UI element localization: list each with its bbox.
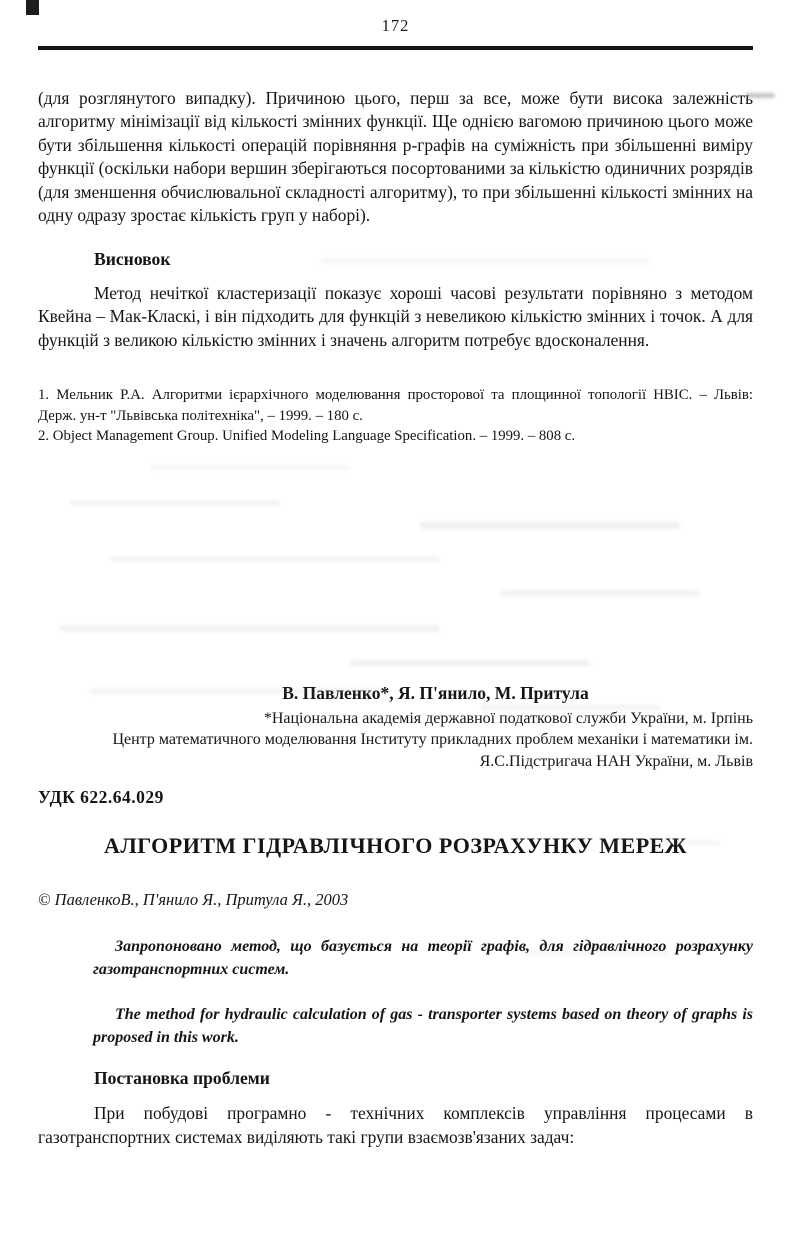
conclusion-paragraph: Метод нечіткої кластеризації показує хороші часові результати порівняно з методом Квейна – Мак-Класкі, і він підходить для функцій з невеликою кількістю змінних і точок. А для функцій з великою кількістю змінних і значень алгоритм потребує вдосконалення.	[38, 282, 753, 350]
abstract-ukrainian: Запропоновано метод, що базується на теорії графів, для гідравлічного розрахунку газотранспортних систем.	[93, 938, 753, 978]
udc-code: УДК 622.64.029	[38, 787, 164, 807]
copyright-line: © ПавленкоВ., П'янило Я., Притула Я., 2003	[38, 890, 349, 909]
problem-statement-heading: Постановка проблеми	[94, 1068, 270, 1088]
reference-item: 1. Мельник Р.А. Алгоритми ієрархічного моделювання просторової та площинної топології НВІС. – Львів: Держ. ун-т "Львівська політехніка", – 1999. – 180 с.	[38, 387, 753, 424]
scan-smudge	[350, 660, 590, 666]
header-rule	[38, 46, 753, 50]
scan-smudge	[60, 625, 440, 632]
problem-statement-paragraph: При побудові програмно - технічних комплексів управління процесами в газотранспортних системах виділяють такі групи взаємозв'язаних задач:	[38, 1103, 753, 1147]
scan-smudge	[150, 465, 350, 470]
affiliation-line-1: *Національна академія державної податкової служби України, м. Ірпінь	[263, 709, 753, 727]
scan-smudge	[110, 556, 440, 562]
references-list	[38, 385, 753, 447]
article-end-section	[38, 87, 753, 447]
article-title: АЛГОРИТМ ГІДРАВЛІЧНОГО РОЗРАХУНКУ МЕРЕЖ	[103, 833, 688, 858]
scan-corner-mark	[26, 0, 39, 15]
page-number: 172	[381, 16, 410, 35]
authors-line: В. Павленко*, Я. П'янило, М. Притула	[282, 682, 589, 703]
scan-smudge	[420, 522, 680, 529]
scan-smudge	[500, 590, 700, 596]
article-start-section	[38, 683, 753, 1150]
abstract-english: The method for hydraulic calculation of gas - transporter systems based on theory of graphs is proposed in this work.	[93, 1006, 753, 1046]
continuation-paragraph: (для розглянутого випадку). Причиною цього, перш за все, може бути висока залежність алгоритму мінімізації від кількості змінних функції. Ще однією вагомою причиною цього може бути збільшення кількості операцій порівняння p-графів на суміжність при збільшенні виміру функції (оскільки набори вершин зберігаються посортованими за кількістю одиничних розрядів (для зменшення обчислювальної складності алгоритму), то при збільшенні кількості змінних на одну одразу зростає кількість груп у наборі).	[38, 87, 753, 225]
page-header	[38, 16, 753, 36]
reference-item: 2. Object Management Group. Unified Modeling Language Specification. – 1999. – 808 с.	[38, 428, 576, 444]
conclusion-heading: Висновок	[94, 248, 171, 269]
scan-smudge	[70, 500, 280, 506]
affiliation-line-2: Центр математичного моделювання Інституту прикладних проблем механіки і математики ім. Я.С.Підстригача НАН України, м. Львів	[112, 731, 753, 770]
